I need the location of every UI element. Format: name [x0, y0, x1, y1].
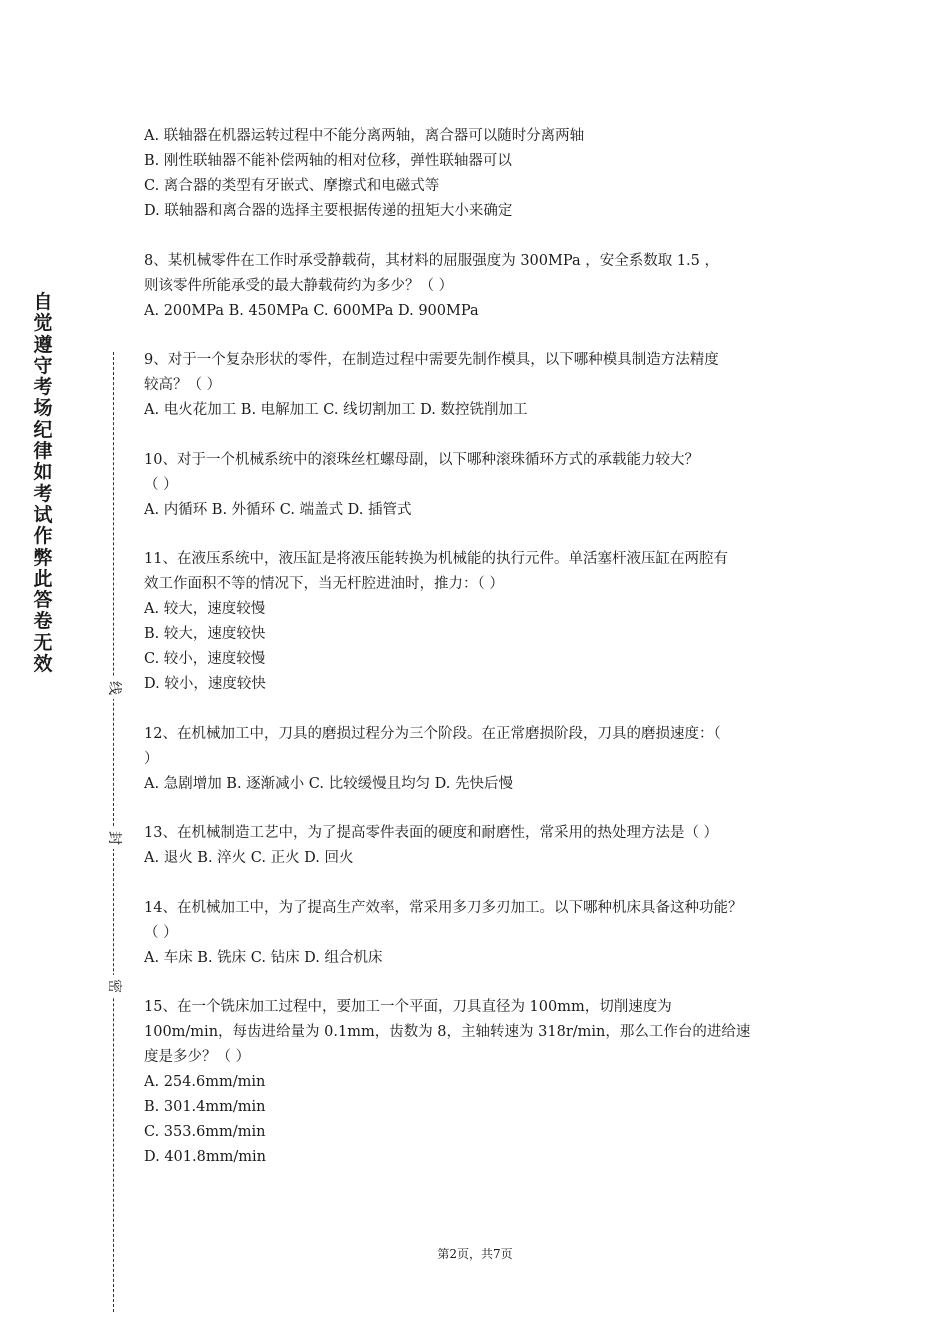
question-option: A. 200MPa B. 450MPa C. 600MPa D. 900MPa: [144, 302, 479, 319]
side-notice-char: 如: [33, 461, 53, 484]
side-notice-char: 守: [33, 354, 53, 377]
question-option: A. 退火 B. 淬火 C. 正火 D. 回火: [144, 850, 354, 866]
question-option: A. 电火花加工 B. 电解加工 C. 线切割加工 D. 数控铣削加工: [144, 402, 528, 418]
side-notice-char: 弊: [33, 546, 53, 569]
question-stem-line: 度是多少？（ ）: [144, 1049, 251, 1065]
question-stem-line: （ ）: [144, 476, 178, 493]
question-stem-line: 11、在液压系统中，液压缸是将液压能转换为机械能的执行元件。单活塞杆液压缸在两腔有: [144, 551, 728, 567]
side-notice-char: 遵: [33, 333, 53, 356]
question-gap: [144, 871, 824, 896]
question-list: [144, 124, 824, 1170]
question-stem-line: 效工作面积不等的情况下，当无杆腔进油时，推力：（ ）: [144, 576, 504, 592]
side-notice-char: 场: [33, 397, 53, 420]
question-block: [144, 124, 824, 224]
binding-mark-mi: 密: [104, 975, 124, 997]
side-notice-char: 卷: [33, 610, 53, 633]
question-stem-line: 100m/min，每齿进给量为 0.1mm，齿数为 8，主轴转速为 318r/min，那么工作台的进给速: [144, 1024, 751, 1040]
question-gap: [144, 971, 824, 996]
question-stem-line: 10、对于一个机械系统中的滚珠丝杠螺母副，以下哪种滚珠循环方式的承载能力较大？: [144, 451, 699, 468]
question-block: [144, 448, 824, 523]
question-stem-line: 则该零件所能承受的最大静载荷约为多少？（ ）: [144, 277, 454, 294]
question-stem-line: 15、在一个铣床加工过程中，要加工一个平面，刀具直径为 100mm，切削速度为: [144, 999, 672, 1015]
question-option: A. 较大，速度较慢: [144, 601, 266, 617]
question-option: D. 较小，速度较快: [144, 676, 266, 692]
question-stem-line: 12、在机械加工中，刀具的磨损过程分为三个阶段。在正常磨损阶段，刀具的磨损速度：（: [144, 725, 721, 742]
side-notice-vertical: [30, 292, 56, 675]
side-notice-char: 考: [33, 376, 53, 399]
side-notice-char: 效: [33, 653, 53, 676]
side-notice-char: 作: [33, 525, 53, 548]
question-block: [144, 547, 824, 697]
side-notice-char: 无: [33, 631, 53, 654]
question-block: [144, 995, 824, 1170]
page-footer: 第2页，共7页: [437, 1247, 513, 1261]
question-stem-line: ）: [144, 750, 159, 767]
side-notice-char: 觉: [33, 312, 53, 335]
question-option: B. 较大，速度较快: [144, 626, 266, 642]
question-block: [144, 348, 824, 423]
question-stem-line: 9、对于一个复杂形状的零件，在制造过程中需要先制作模具，以下哪种模具制造方法精度: [144, 352, 719, 368]
binding-mark-xian: 线: [104, 677, 124, 699]
binding-mark-feng: 封: [104, 827, 124, 849]
question-gap: [144, 324, 824, 349]
side-notice-char: 考: [33, 482, 53, 505]
question-stem-line: 13、在机械制造工艺中，为了提高零件表面的硬度和耐磨性，常采用的热处理方法是（ ）: [144, 825, 719, 841]
question-option: A. 254.6mm/min: [144, 1074, 266, 1090]
question-stem-line: （ ）: [144, 924, 178, 941]
question-option: C. 较小，速度较慢: [144, 651, 266, 667]
question-block: [144, 896, 824, 971]
question-option: B. 刚性联轴器不能补偿两轴的相对位移，弹性联轴器可以: [144, 153, 512, 169]
question-gap: [144, 797, 824, 822]
question-gap: [144, 423, 824, 448]
question-block: [144, 249, 824, 324]
question-gap: [144, 523, 824, 548]
question-option: A. 联轴器在机器运转过程中不能分离两轴，离合器可以随时分离两轴: [144, 128, 585, 144]
side-notice-char: 答: [33, 589, 53, 612]
question-option: B. 301.4mm/min: [144, 1099, 266, 1115]
question-stem-line: 14、在机械加工中，为了提高生产效率，常采用多刀多刃加工。以下哪种机床具备这种功能？: [144, 899, 743, 916]
side-notice-char: 自: [33, 291, 53, 313]
question-gap: [144, 697, 824, 722]
side-notice-char: 试: [33, 503, 53, 526]
side-notice-char: 律: [33, 440, 53, 463]
question-stem-line: 较高？（ ）: [144, 377, 222, 393]
question-stem-line: 8、某机械零件在工作时承受静载荷，其材料的屈服强度为 300MPa ，安全系数取 1.5 ，: [144, 252, 719, 269]
question-option: D. 联轴器和离合器的选择主要根据传递的扭矩大小来确定: [144, 203, 513, 219]
question-block: [144, 722, 824, 797]
question-option: A. 内循环 B. 外循环 C. 端盖式 D. 插管式: [144, 501, 412, 518]
side-notice-char: 此: [33, 567, 53, 590]
question-option: A. 车床 B. 铣床 C. 钻床 D. 组合机床: [144, 949, 383, 966]
question-option: C. 353.6mm/min: [144, 1124, 266, 1140]
question-option: C. 离合器的类型有牙嵌式、摩擦式和电磁式等: [144, 178, 440, 194]
side-notice-char: 纪: [33, 418, 53, 441]
question-gap: [144, 224, 824, 249]
question-option: A. 急剧增加 B. 逐渐减小 C. 比较缓慢且均匀 D. 先快后慢: [144, 775, 514, 792]
question-option: D. 401.8mm/min: [144, 1149, 266, 1165]
question-block: [144, 821, 824, 871]
